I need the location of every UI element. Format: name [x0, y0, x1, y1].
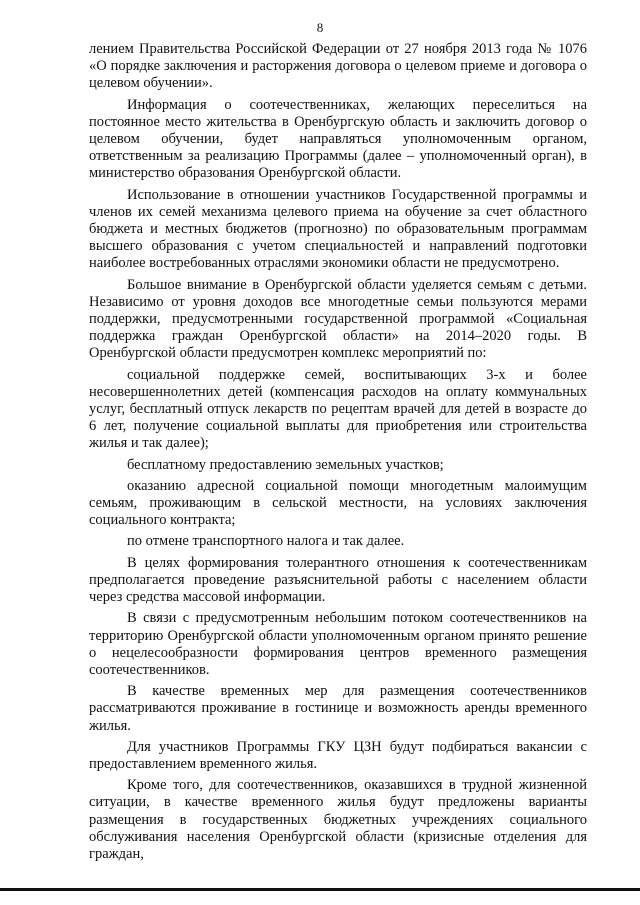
paragraph-temporary-measures: В качестве временных мер для размещения соотечественников рассматриваются проживание в гостинице и возможность аренды временного жилья.: [89, 683, 587, 734]
paragraph-targeted-aid: оказанию адресной социальной помощи многодетным малоимущим семьям, проживающим в сельской местности, на условиях заключения социального контракта;: [89, 477, 587, 529]
paragraph-difficult-situation: Кроме того, для соотечественников, оказавшихся в трудной жизненной ситуации, в качестве временного жилья будут предложены варианты размещения в государственных бюджетных учреждениях социального обслуживания населения Оренбургской области (кризисные отделения для граждан,: [89, 777, 587, 862]
page-number: 8: [316, 20, 324, 35]
paragraph-land-plots: бесплатному предоставлению земельных участков;: [127, 456, 444, 473]
paragraph-transport-tax: по отмене транспортного налога и так далее.: [127, 533, 405, 550]
paragraph-families-support: Большое внимание в Оренбургской области уделяется семьям с детьми. Независимо от уровня доходов все многодетные семьи пользуются мерами поддержки, предусмотренными государственной программой «Социальная поддержка граждан Оренбургской области» на 2014–2020 годы. В Оренбургской области предусмотрен комплекс мероприятий по:: [89, 276, 587, 362]
document-body: [89, 41, 587, 867]
paragraph-tolerance: В целях формирования толерантного отношения к соотечественникам предполагается проведение разъяснительной работы с населением области через средства массовой информации.: [89, 554, 587, 606]
bottom-rule: [0, 888, 640, 891]
paragraph-targeted-admission: Использование в отношении участников Государственной программы и членов их семей механизма целевого приема на обучение за счет областного бюджета и местных бюджетов (прогнозно) по образовательным программам высшего образования с учетом специальностей и направлений подготовки наиболее востребованных отраслями экономики области не предусмотрено.: [89, 186, 587, 272]
paragraph-vacancies: Для участников Программы ГКУ ЦЗН будут подбираться вакансии с предоставлением временного жилья.: [89, 738, 587, 772]
paragraph-temporary-centers: В связи с предусмотренным небольшим потоком соотечественников на территорию Оренбургской области уполномоченным органом принято решение о нецелесообразности формирования центров временного размещения соотечественников.: [89, 610, 587, 678]
paragraph-continuation: лением Правительства Российской Федерации от 27 ноября 2013 года № 1076 «О порядке заключения и расторжения договора о целевом приеме и договора о целевом обучении».: [89, 41, 587, 92]
paragraph-social-support: социальной поддержке семей, воспитывающих 3-х и более несовершеннолетних детей (компенсация расходов на оплату коммунальных услуг, бесплатный отпуск лекарств по рецептам врачей для детей в возрасте до 6 лет, получение социальной выплаты для приобретения или строительства жилья и так далее);: [89, 366, 587, 452]
paragraph-compatriots-info: Информация о соотечественниках, желающих переселиться на постоянное место жительства в Оренбургскую область и заключить договор о целевом обучении, будет направляться уполномоченным органом, ответственным за реализацию Программы (далее – уполномоченный орган), в министерство образования Оренбургской области.: [89, 96, 587, 182]
